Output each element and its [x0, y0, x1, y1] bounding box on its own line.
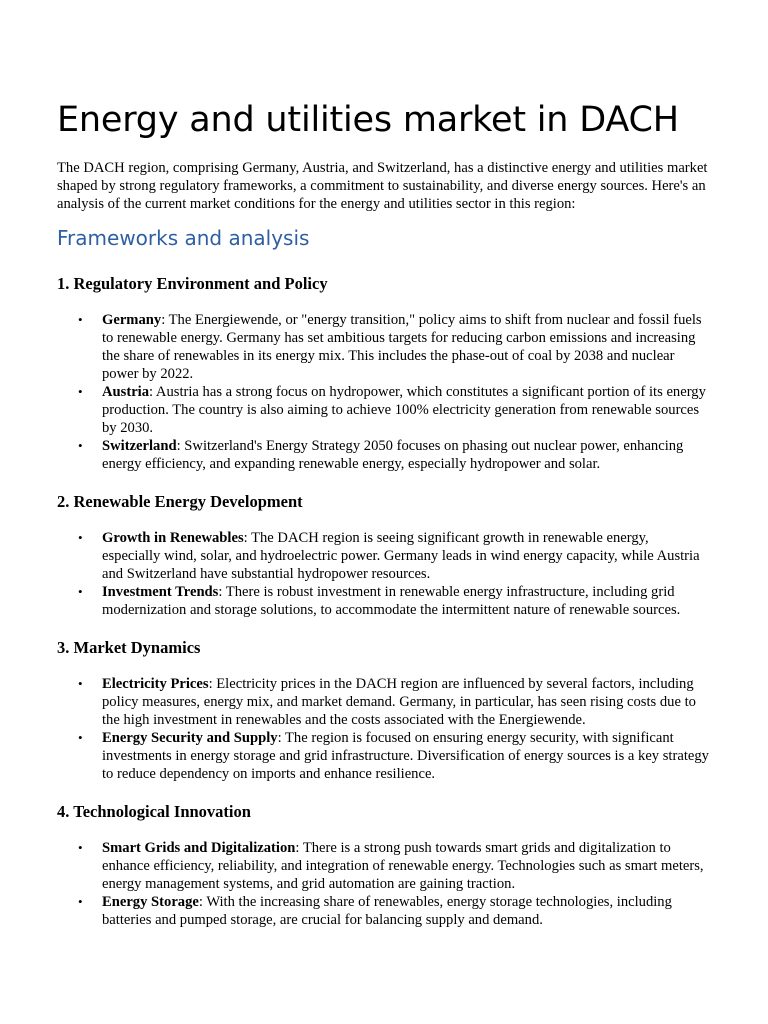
item-term: Switzerland — [102, 438, 177, 454]
item-text: : Switzerland's Energy Strategy 2050 focuses on phasing out nuclear power, enhancing energy efficiency, and expanding renewable energy, especially hydropower and solar. — [102, 438, 684, 472]
item-term: Investment Trends — [102, 584, 219, 600]
item-text: : Electricity prices in the DACH region are influenced by several factors, including policy measures, energy mix, and market demand. Germany, in particular, has seen rising costs due to the high investment in renewables and the costs associated with the Energiewende. — [102, 676, 696, 728]
list-item — [78, 729, 709, 783]
item-term: Smart Grids and Digitalization — [102, 840, 296, 856]
item-term: Austria — [102, 384, 150, 400]
bullet-icon: • — [78, 530, 83, 545]
item-text: : With the increasing share of renewables, energy storage technologies, including batteries and pumped storage, are crucial for balancing supply and demand. — [102, 894, 672, 928]
section-heading: 1. Regulatory Environment and Policy — [57, 274, 328, 293]
item-term: Growth in Renewables — [102, 530, 244, 546]
intro-paragraph: The DACH region, comprising Germany, Austria, and Switzerland, has a distinctive energy and utilities market shaped by strong regulatory frameworks, a commitment to sustainability, and diverse energy sources. Here's an analysis of the current market conditions for the energy and utilities sector in this region: — [57, 160, 708, 212]
item-term: Energy Security and Supply — [102, 730, 278, 746]
list-item — [78, 839, 709, 893]
bullet-list — [57, 529, 709, 619]
section — [57, 492, 709, 619]
item-term: Energy Storage — [102, 894, 199, 910]
item-term: Germany — [102, 312, 162, 328]
list-item — [78, 311, 709, 383]
document-page — [57, 96, 709, 929]
section-heading: 4. Technological Innovation — [57, 802, 251, 821]
section-heading: 2. Renewable Energy Development — [57, 492, 303, 511]
list-item — [78, 893, 709, 929]
item-text: : There is a strong push towards smart grids and digitalization to enhance efficiency, reliability, and integration of renewable energy. Technologies such as smart meters, energy management systems, and grid automation are gaining traction. — [102, 840, 704, 892]
item-text: : The DACH region is seeing significant growth in renewable energy, especially wind, solar, and hydroelectric power. Germany leads in wind energy capacity, while Austria and Switzerland have substantial hydropower resources. — [102, 530, 700, 582]
list-item — [78, 437, 709, 473]
section-heading: 3. Market Dynamics — [57, 638, 201, 657]
bullet-icon: • — [78, 312, 83, 327]
item-term: Electricity Prices — [102, 676, 209, 692]
bullet-icon: • — [78, 584, 83, 599]
bullet-icon: • — [78, 894, 83, 909]
list-item — [78, 675, 709, 729]
section — [57, 274, 709, 473]
list-item — [78, 383, 709, 437]
section — [57, 802, 709, 929]
bullet-icon: • — [78, 676, 83, 691]
list-item — [78, 529, 709, 583]
bullet-list — [57, 839, 709, 929]
bullet-list — [57, 311, 709, 473]
bullet-icon: • — [78, 438, 83, 453]
section — [57, 638, 709, 783]
bullet-icon: • — [78, 384, 83, 399]
item-text: : Austria has a strong focus on hydropower, which constitutes a significant portion of its energy production. The country is also aiming to achieve 100% electricity generation from renewable sources by 2030. — [102, 384, 706, 436]
item-text: : The Energiewende, or "energy transition," policy aims to shift from nuclear and fossil fuels to renewable energy. Germany has set ambitious targets for reducing carbon emissions and increasing the share of renewables in its energy mix. This includes the phase-out of coal by 2038 and nuclear power by 2022. — [102, 312, 702, 382]
bullet-icon: • — [78, 730, 83, 745]
bullet-list — [57, 675, 709, 783]
sections-container — [57, 274, 709, 929]
list-item — [78, 583, 709, 619]
item-text: : The region is focused on ensuring energy security, with significant investments in energy storage and grid infrastructure. Diversification of energy sources is a key strategy to reduce dependency on imports and enhance resilience. — [102, 730, 709, 782]
document-title: Energy and utilities market in DACH — [57, 100, 679, 140]
item-text: : There is robust investment in renewable energy infrastructure, including grid modernization and storage solutions, to accommodate the intermittent nature of renewable sources. — [102, 584, 681, 618]
section-subtitle: Frameworks and analysis — [57, 226, 310, 250]
bullet-icon: • — [78, 840, 83, 855]
